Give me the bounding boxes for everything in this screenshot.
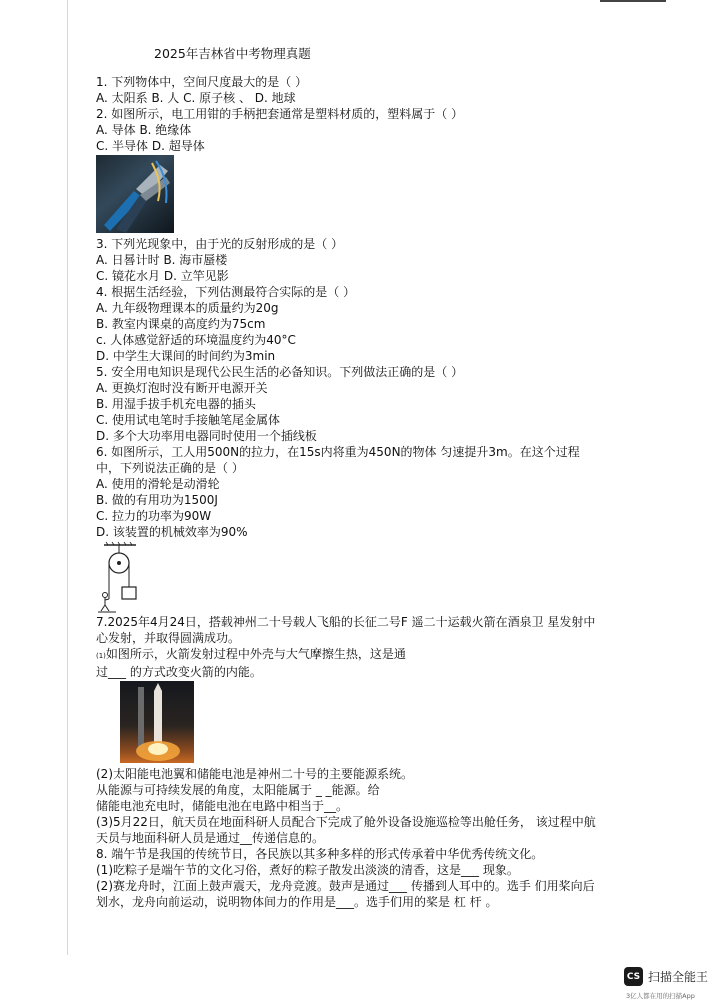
q2-stem: 2. 如图所示，电工用钳的手柄把套通常是塑料材质的，塑料属于（ ）: [96, 107, 464, 121]
q4-option-d: D. 中学生大课间的时间约为3min: [96, 349, 276, 363]
q6-option-b: B. 做的有用功为1500J: [96, 493, 218, 507]
q6-option-c: C. 拉力的功率为90W: [96, 509, 212, 523]
brand-name: 扫描全能王: [648, 970, 709, 984]
q7-part2-line3: 储能电池充电时，储能电池在电路中相当于__。: [96, 799, 349, 813]
worker-leg-right: [105, 605, 109, 611]
q7-part3-line1: (3)5月22日，航天员在地面科研人员配合下完成了舱外设备设施巡检等出舱任务， 该过程中航: [96, 815, 596, 829]
q2-options-cd: C. 半导体 D. 超导体: [96, 139, 205, 153]
q5-option-d: D. 多个大功率用电器同时使用一个插线板: [96, 429, 317, 443]
q6-option-d: D. 该装置的机械效率为90%: [96, 525, 248, 539]
q2-options-ab: A. 导体 B. 绝缘体: [96, 123, 192, 137]
rocket-launch-photo: [120, 681, 194, 763]
q5-stem: 5. 安全用电知识是现代公民生活的必备知识。下列做法正确的是（ ）: [96, 365, 464, 379]
flame-core: [148, 743, 168, 755]
q3-options-cd: C. 镜花水月 D. 立竿见影: [96, 269, 229, 283]
q4-option-a: A. 九年级物理课本的质量约为20g: [96, 301, 279, 315]
q7-stem-line1: 7.2025年4月24日，搭载神州二十号载人飞船的长征二号F 遥二十运载火箭在酒泉卫 星发射中: [96, 615, 596, 629]
rocket-nose: [154, 683, 162, 691]
q8-part1: (1)吃粽子是端午节的文化习俗，煮好的粽子散发出淡淡的清香，这是___ 现象。: [96, 863, 519, 877]
q8-part2-line2: 划水，龙舟向前运动，说明物体间力的作用是___。选手们用的桨是 杠 杆 。: [96, 895, 498, 909]
q7-part3-line2: 天员与地面科研人员是通过__传递信息的。: [96, 831, 325, 845]
q1-options: A. 太阳系 B. 人 C. 原子核 、 D. 地球: [96, 91, 296, 105]
q4-stem: 4. 根据生活经验，下列估测最符合实际的是（ ）: [96, 285, 356, 299]
worker-head: [103, 593, 108, 598]
launch-tower: [138, 687, 144, 751]
q1-stem: 1. 下列物体中，空间尺度最大的是（ ）: [96, 75, 308, 89]
q5-option-c: C. 使用试电笔时手接触笔尾金属体: [96, 413, 281, 427]
q7-part1-line2: 过___ 的方式改变火箭的内能。: [96, 665, 262, 679]
q4-option-b: B. 教室内课桌的高度约为75cm: [96, 317, 266, 331]
q8-stem: 8. 端午节是我国的传统节日，各民族以其多种多样的形式传承着中华优秀传统文化。: [96, 847, 544, 861]
q5-option-b: B. 用湿手拔手机充电器的插头: [96, 397, 256, 411]
q3-options-ab: A. 日晷计时 B. 海市蜃楼: [96, 253, 228, 267]
q5-option-a: A. 更换灯泡时没有断开电源开关: [96, 381, 268, 395]
worker-arm: [105, 599, 109, 600]
pliers-photo: [96, 155, 174, 233]
q3-stem: 3. 下列光现象中，由于光的反射形成的是（ ）: [96, 237, 344, 251]
q6-stem-line1: 6. 如图所示，工人用500N的拉力，在15s内将重为450N的物体 匀速提升3m。在这个过程: [96, 445, 580, 459]
q6-stem-line2: 中，下列说法正确的是（ ）: [96, 461, 244, 475]
cs-logo-icon: CS: [624, 967, 643, 986]
q4-option-c: c. 人体感觉舒适的环境温度约为40°C: [96, 333, 296, 347]
q7-part2-line2: 从能源与可持续发展的角度，太阳能属于 _ _能源。给: [96, 783, 380, 797]
q6-option-a: A. 使用的滑轮是动滑轮: [96, 477, 220, 491]
q7-part1-text: 如图所示，火箭发射过程中外壳与大气摩擦生热，这是通: [105, 647, 406, 661]
pulley-drawing: [96, 541, 156, 613]
pulley-diagram: [96, 541, 156, 611]
rocket-body: [154, 691, 162, 743]
page-left-border: [67, 0, 68, 955]
worker-leg-left: [101, 605, 105, 611]
q8-part2-line1: (2)赛龙舟时，江面上鼓声震天，龙舟竞渡。鼓声是通过___ 传播到人耳中的。选手 们用桨向后: [96, 879, 595, 893]
pliers-illustration: [96, 155, 174, 233]
q7-part2-line1: (2)太阳能电池翼和储能电池是神州二十号的主要能源系统。: [96, 767, 414, 781]
top-scan-mark: [600, 0, 666, 2]
q7-stem-line2: 心发射，并取得圆满成功。: [96, 631, 241, 645]
rocket-illustration: [120, 681, 194, 763]
pulley-axle: [117, 561, 121, 565]
camscanner-logo: [624, 967, 708, 986]
q7-part1-line1: [96, 646, 656, 664]
q7-part1-number: (1): [96, 652, 106, 660]
brand-tagline: 3亿人都在用的扫描App: [626, 992, 695, 1000]
page-title: 2025年吉林省中考物理真题: [154, 46, 311, 61]
exam-paper: [96, 46, 656, 910]
weight-block: [122, 587, 136, 599]
